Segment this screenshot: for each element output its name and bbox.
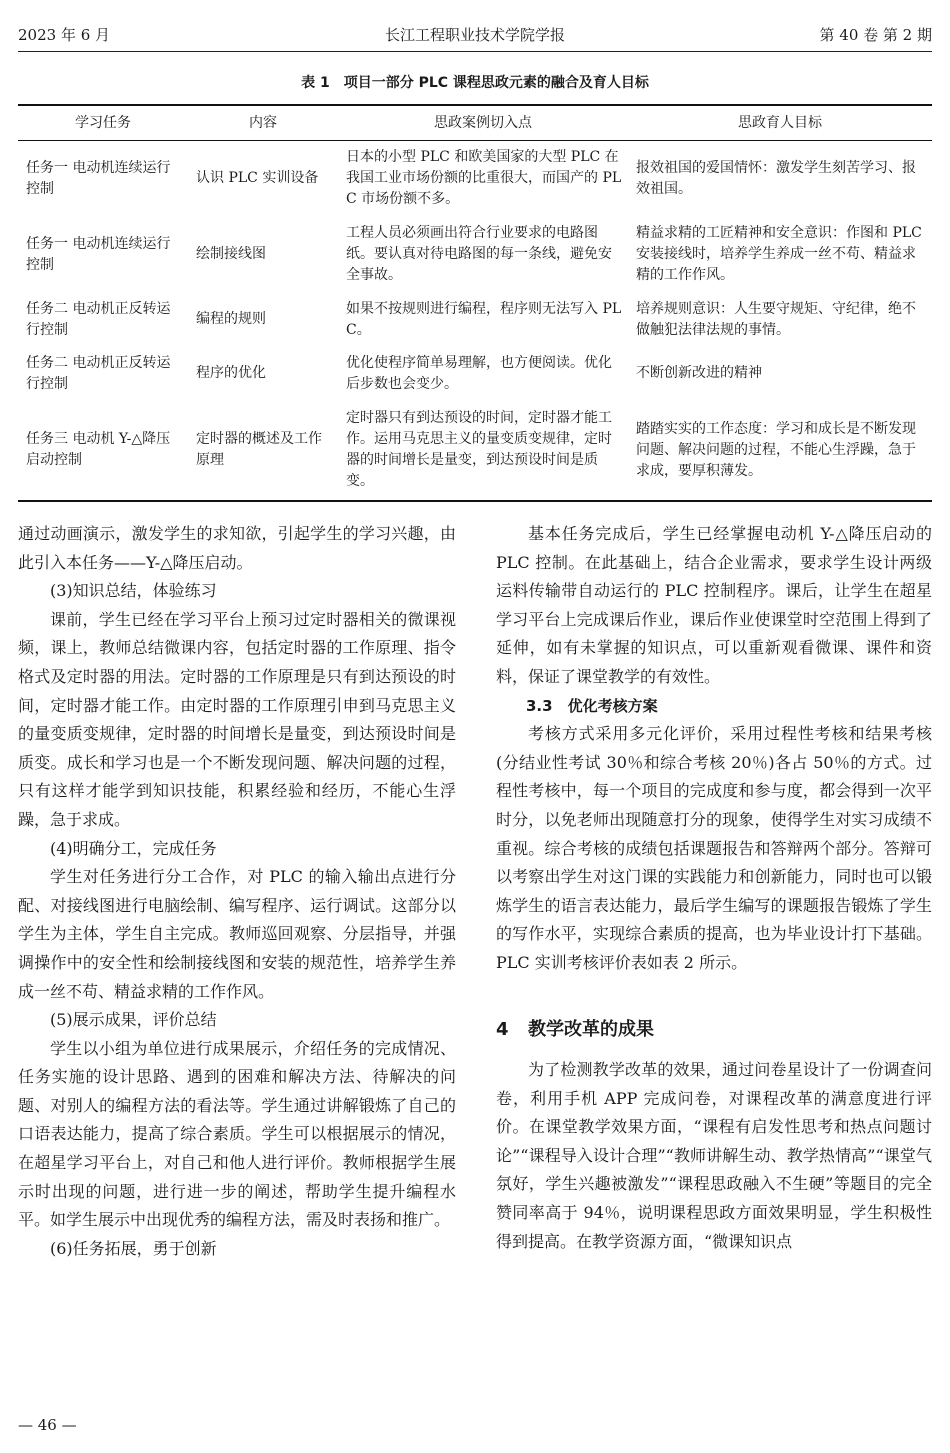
column-header-task: 学习任务 <box>18 105 188 141</box>
page-number: — 46 — <box>18 1416 77 1434</box>
table-cell-case: 日本的小型 PLC 和欧美国家的大型 PLC 在我国工业市场份额的比重很大，而国产的 PLC 市场份额不多。 <box>346 149 622 208</box>
table-cell-goal: 踏踏实实的工作态度：学习和成长是不断发现问题、解决问题的过程，不能心生浮躁，急于求成，要厚积薄发。 <box>628 401 932 501</box>
ideology-elements-table <box>18 104 932 502</box>
table-cell-content: 编程的规则 <box>196 311 266 327</box>
table-cell-task: 任务一 电动机连续运行控制 <box>26 159 171 197</box>
table-cell-task: 任务三 电动机 Y-△降压启动控制 <box>18 401 188 501</box>
section-heading-4 <box>496 1016 932 1045</box>
section-heading-3-3: 3.3 优化考核方案 <box>526 696 658 715</box>
header-rule <box>18 51 932 52</box>
table-row <box>18 217 932 293</box>
column-header-content: 内容 <box>188 105 338 141</box>
paragraph: 学生以小组为单位进行成果展示，介绍任务的完成情况、任务实施的设计思路、遇到的困难和解决方法、待解决的问题、对别人的编程方法的看法等。学生通过讲解锻炼了自己的口语表达能力，提高了综合素质。学生可以根据展示的情况，在超星学习平台上，对自己和他人进行评价。教师根据学生展示时出现的问题，进行进一步的阐述，帮助学生提升编程水平。如学生展示中出现优秀的编程方法，需及时表扬和推广。 <box>18 1038 456 1230</box>
header-date: 2023 年 6 月 <box>18 26 111 44</box>
subsection-heading-3: (3)知识总结，体验练习 <box>50 581 217 601</box>
table-header-row <box>18 105 932 141</box>
section-number: 4 <box>496 1018 509 1040</box>
table-cell-case: 如果不按规则进行编程，程序则无法写入 PLC。 <box>346 300 622 338</box>
paragraph: 课前，学生已经在学习平台上预习过定时器相关的微课视频，课上，教师总结微课内容，包括定时器的工作原理、指令格式及定时器的用法。定时器的工作原理是只有到达预设的时间，定时器才能工作。由定时器的工作原理引申到马克思主义的量变质变规律，定时器的时间增长是量变，到达预设时间是质变。成长和学习也是一个不断发现问题、解决问题的过程，只有这样才能学到知识技能，积累经验和经历，不能心生浮躁，急于求成。 <box>18 609 456 829</box>
table-row <box>18 293 932 347</box>
paragraph: 为了检测教学改革的效果，通过问卷星设计了一份调查问卷，利用手机 APP 完成问卷，对课程改革的满意度进行评价。在课堂教学效果方面，“课程有启发性思考和热点问题讨论”“课程导入设计合理”“教师讲解生动、教学热情高”“课堂气氛好，学生兴趣被激发”“课程思政融入不生硬”等题目的完全赞同率高于 94％，说明课程思政方面效果明显，学生积极性得到提高。在教学资源方面，“微课知识点 <box>496 1060 932 1251</box>
paragraph: 基本任务完成后，学生已经掌握电动机 Y-△降压启动的 PLC 控制。在此基础上，结合企业需求，要求学生设计两级运料传输带自动运行的 PLC 控制程序。课后，让学生在超星学习平台上完成课后作业，课后作业使课堂时空范围上得到了延伸，如有未掌握的知识点，可以重新观看微课、课件和资料，保证了课堂教学的有效性。 <box>496 524 932 686</box>
column-header-goal: 思政育人目标 <box>628 105 932 141</box>
table-cell-task: 任务二 电动机正反转运行控制 <box>26 300 171 338</box>
table-cell-task: 任务二 电动机正反转运行控制 <box>26 354 171 392</box>
running-header <box>18 20 932 52</box>
table-cell-case: 优化使程序简单易理解，也方便阅读。优化后步数也会变少。 <box>346 354 612 392</box>
left-text-column <box>18 520 456 1263</box>
subsection-heading-6: (6)任务拓展，勇于创新 <box>50 1238 217 1258</box>
column-header-case: 思政案例切入点 <box>338 105 628 141</box>
subsection-heading-4: (4)明确分工，完成任务 <box>50 838 217 858</box>
table-row <box>18 347 932 401</box>
table-cell-content: 程序的优化 <box>196 365 266 381</box>
table-cell-goal: 精益求精的工匠精神和安全意识：作图和 PLC 安装接线时，培养学生养成一丝不苟、精益求精的工作作风。 <box>636 225 922 283</box>
table-cell-case: 定时器只有到达预设的时间，定时器才能工作。运用马克思主义的量变质变规律，定时器的时间增长是量变，到达预设时间是质变。 <box>338 401 628 501</box>
right-text-column <box>496 520 932 1256</box>
table-caption: 表 1 项目一部分 PLC 课程思政元素的融合及育人目标 <box>301 75 649 91</box>
table-row <box>18 141 932 217</box>
header-volume-issue: 第 40 卷 第 2 期 <box>819 26 932 44</box>
section-title: 教学改革的成果 <box>528 1018 654 1040</box>
header-journal-title: 长江工程职业技术学院学报 <box>384 26 565 44</box>
table-cell-goal: 报效祖国的爱国情怀：激发学生刻苦学习、报效祖国。 <box>636 159 916 197</box>
table-cell-content: 认识 PLC 实训设备 <box>196 170 319 187</box>
paragraph: 通过动画演示，激发学生的求知欲，引起学生的学习兴趣，由此引入本任务——Y-△降压启动。 <box>18 524 456 572</box>
subsection-heading-5: (5)展示成果，评价总结 <box>50 1010 217 1030</box>
table-cell-task: 任务一 电动机连续运行控制 <box>26 235 171 273</box>
table-row <box>18 401 932 501</box>
paragraph: 学生对任务进行分工合作，对 PLC 的输入输出点进行分配、对接线图进行电脑绘制、编写程序、运行调试。这部分以学生为主体，学生自主完成。教师巡回观察、分层指导，并强调操作中的安全性和绘制接线图和安装的规范性，培养学生养成一丝不苟、精益求精的工作作风。 <box>18 867 456 1001</box>
table-cell-content: 绘制接线图 <box>196 246 266 262</box>
paragraph: 考核方式采用多元化评价，采用过程性考核和结果考核(分结业性考试 30％和综合考核 20％)各占 50％的方式。过程性考核中，每一个项目的完成度和参与度，都会得到一次平时分，以免老师出现随意打分的现象，使得学生对实习成绩不重视。综合考核的成绩包括课题报告和答辩两个部分。答辩可以考察出学生对这门课的实践能力和创新能力，同时也可以锻炼学生的语言表达能力，最后学生编写的课题报告锻炼了学生的写作水平，实现综合素质的提高，也为毕业设计打下基础。PLC 实训考核评价表如表 2 所示。 <box>496 724 932 972</box>
table-cell-goal: 培养规则意识：人生要守规矩、守纪律，绝不做触犯法律法规的事情。 <box>636 300 916 338</box>
table-cell-goal: 不断创新改进的精神 <box>636 365 762 381</box>
table-cell-content: 定时器的概述及工作原理 <box>188 401 338 501</box>
table-cell-case: 工程人员必须画出符合行业要求的电路图纸。要认真对待电路图的每一条线，避免安全事故。 <box>346 225 612 283</box>
